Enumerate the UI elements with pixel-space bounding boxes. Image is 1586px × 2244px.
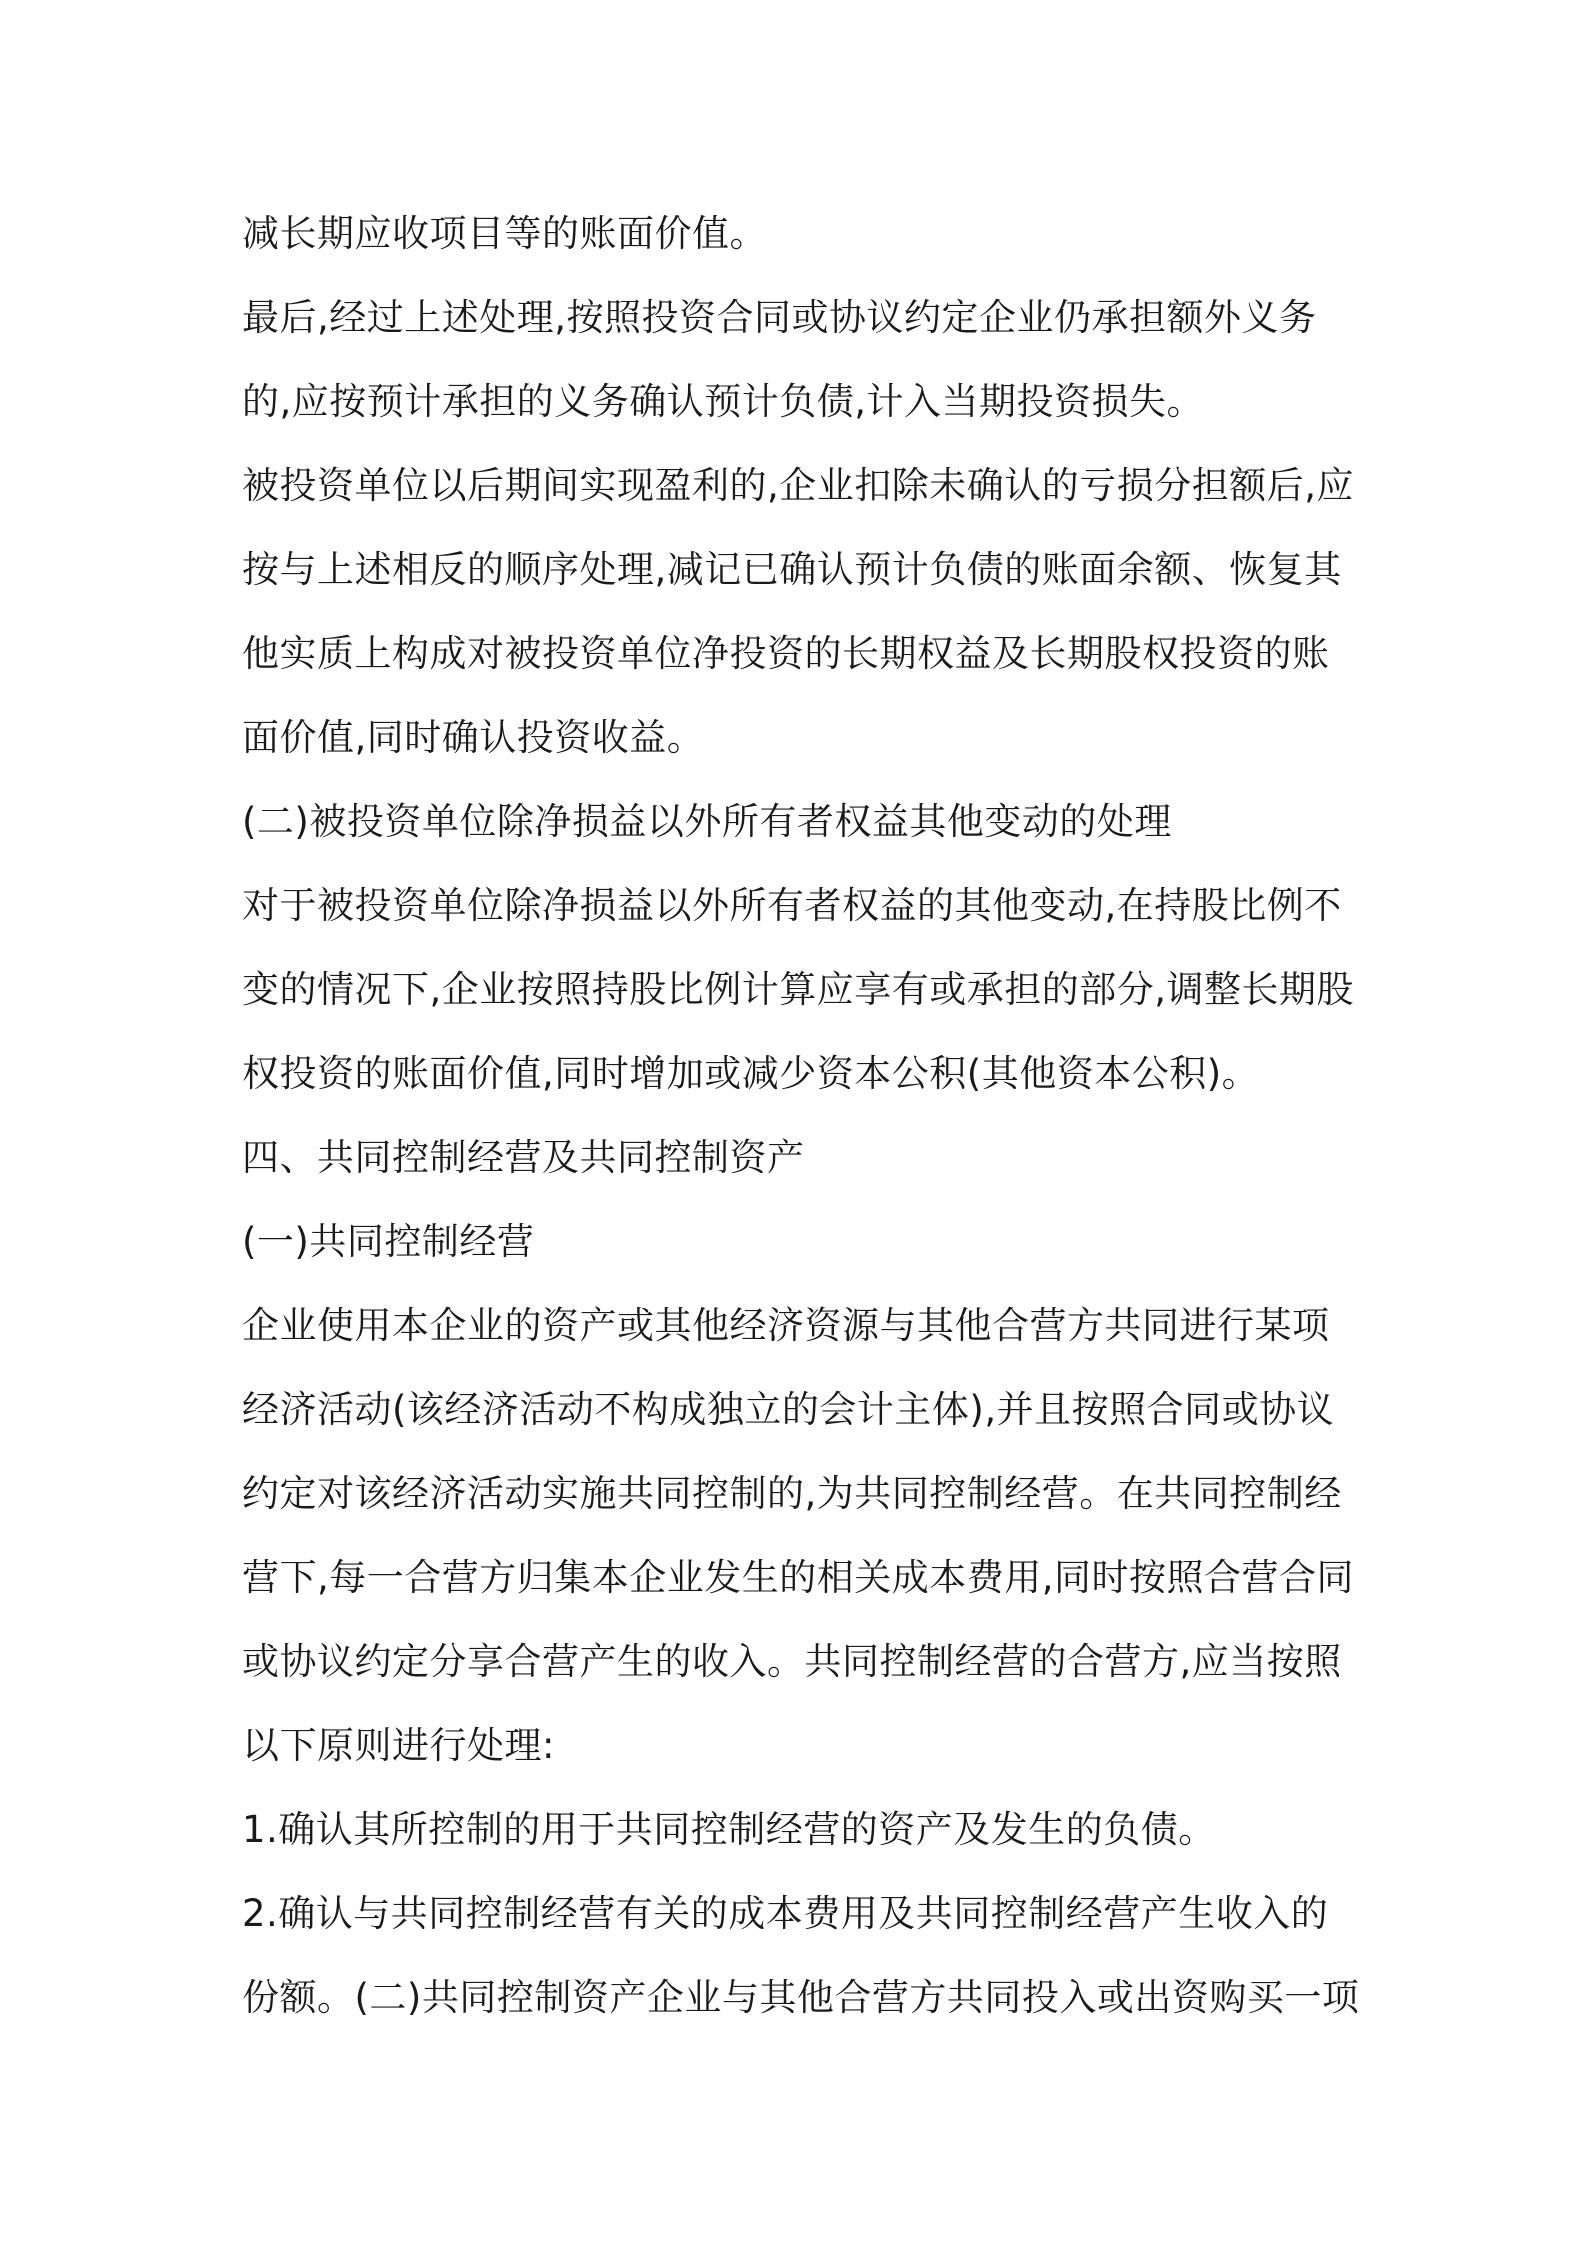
text-line: 按与上述相反的顺序处理,减记已确认预计负债的账面余额、恢复其: [242, 548, 1342, 591]
list-item-2: [242, 1872, 1358, 2040]
text-line: 的,应按预计承担的义务确认预计负债,计入当期投资损失。: [242, 380, 1205, 423]
text-line: 最后,经过上述处理,按照投资合同或协议约定企业仍承担额外义务: [242, 296, 1317, 339]
text-line: 约定对该经济活动实施共同控制的,为共同控制经营。在共同控制经: [242, 1472, 1342, 1515]
text-line: 减长期应收项目等的账面价值。: [242, 212, 767, 255]
section-heading-2: [242, 780, 1358, 864]
text-line: 或协议约定分享合营产生的收入。共同控制经营的合营方,应当按照: [242, 1640, 1342, 1683]
text-line: 2.确认与共同控制经营有关的成本费用及共同控制经营产生收入的: [242, 1892, 1329, 1935]
text-line: 企业使用本企业的资产或其他经济资源与其他合营方共同进行某项: [242, 1304, 1330, 1347]
paragraph-5: [242, 864, 1358, 1116]
text-line: 1.确认其所控制的用于共同控制经营的资产及发生的负债。: [242, 1808, 1216, 1851]
text-line: 营下,每一合营方归集本企业发生的相关成本费用,同时按照合营合同: [242, 1556, 1355, 1599]
text-line: 份额。(二)共同控制资产企业与其他合营方共同投入或出资购买一项: [242, 1976, 1360, 2019]
text-line: 面价值,同时确认投资收益。: [242, 716, 705, 759]
document-body: [242, 192, 1358, 2040]
text-line: (二)被投资单位除净损益以外所有者权益其他变动的处理: [242, 800, 1172, 843]
chapter-heading-4: [242, 1116, 1358, 1200]
text-line: 权投资的账面价值,同时增加或减少资本公积(其他资本公积)。: [242, 1052, 1260, 1095]
section-heading-1: [242, 1200, 1358, 1284]
paragraph-1: [242, 192, 1358, 276]
text-line: 经济活动(该经济活动不构成独立的会计主体),并且按照合同或协议: [242, 1388, 1335, 1431]
paragraph-2: [242, 276, 1358, 444]
paragraph-3: [242, 444, 1358, 780]
paragraph-8: [242, 1284, 1358, 1788]
text-line: 他实质上构成对被投资单位净投资的长期权益及长期股权投资的账: [242, 632, 1330, 675]
text-line: 以下原则进行处理:: [242, 1724, 555, 1767]
text-line: 变的情况下,企业按照持股比例计算应享有或承担的部分,调整长期股: [242, 968, 1355, 1011]
text-line: (一)共同控制经营: [242, 1220, 535, 1263]
text-line: 对于被投资单位除净损益以外所有者权益的其他变动,在持股比例不: [242, 884, 1342, 927]
list-item-1: [242, 1788, 1358, 1872]
text-line: 被投资单位以后期间实现盈利的,企业扣除未确认的亏损分担额后,应: [242, 464, 1355, 507]
text-line: 四、共同控制经营及共同控制资产: [242, 1136, 805, 1179]
